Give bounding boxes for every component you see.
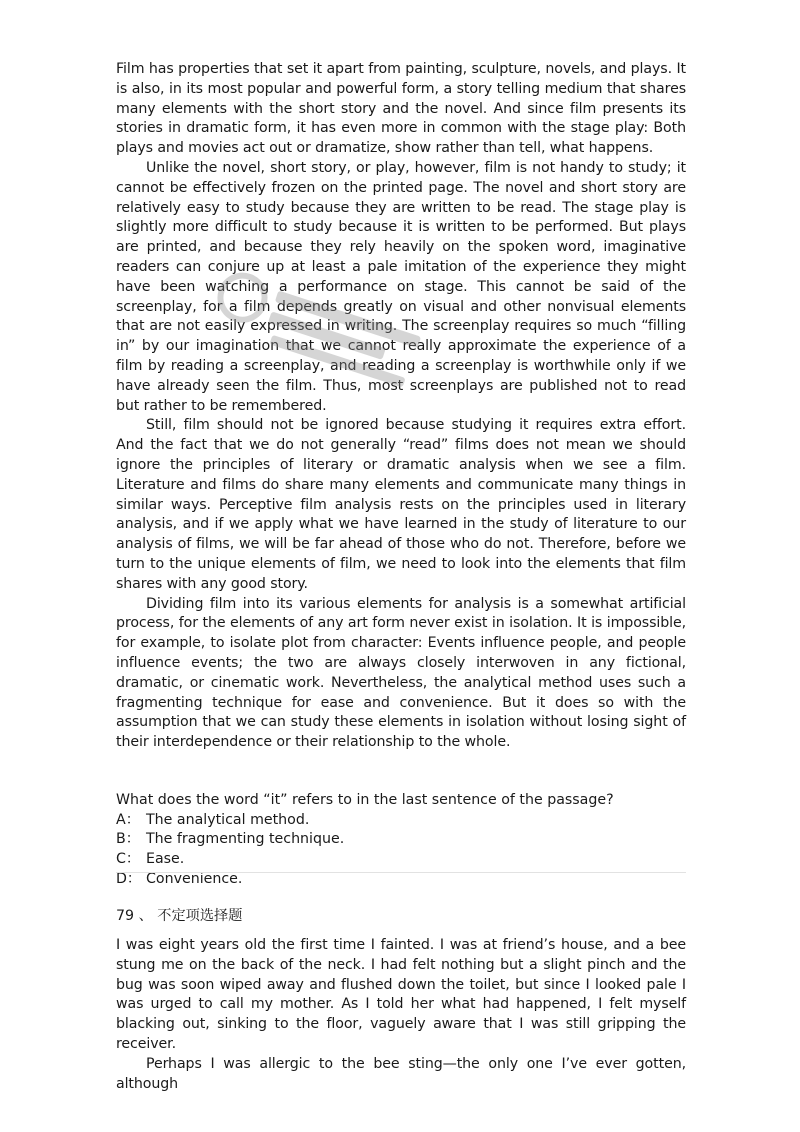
option-text: Ease. [146,851,185,868]
option-d[interactable] [116,870,686,890]
option-text: Convenience. [146,871,243,888]
answer-options [116,811,686,890]
option-key: D： [116,871,142,888]
section-divider [116,872,686,873]
option-text: The fragmenting technique. [146,831,345,848]
option-key: A： [116,811,140,828]
option-key: B： [116,831,140,848]
section-paragraph-2: Perhaps I was allergic to the bee sting—the only one I’ve ever gotten, although [116,1055,686,1092]
passage [116,60,686,890]
option-text: The analytical method. [146,811,310,828]
passage-paragraph-4: Dividing film into its various elements for analysis is a somewhat artificial process, for the elements of any art form never exist in isolation. It is impossible, for example, to isolate plot from character: Events influence people, and people influence events; the two are always closely interwoven in any fictional, dramatic, or cinematic work. Nevertheless, the analytical method uses such a fragmenting technique for ease and convenience. But it does so with the assumption that we can study these elements in isolation without losing sight of their interdependence or their relationship to the whole. [116,595,686,751]
passage-paragraph-3: Still, film should not be ignored because studying it requires extra effort. And the fact that we do not generally “read” films does not mean we should ignore the principles of literary or dramatic analysis when we see a film. Literature and films do share many elements and communicate many things in similar ways. Perceptive film analysis rests on the principles used in literary analysis, and if we apply what we have learned in the study of literature to our analysis of films, we will be far ahead of those who do not. Therefore, before we turn to the unique elements of film, we need to look into the elements that film shares with any good story. [116,417,686,592]
option-a[interactable] [116,811,686,831]
passage-paragraph-2: Unlike the novel, short story, or play, however, film is not handy to study; it cannot be effectively frozen on the printed page. The novel and short story are relatively easy to study because they are written to be read. The stage play is slightly more difficult to study because it is written to be performed. But plays are printed, and because they rely heavily on the spoken word, imaginative readers can conjure up at least a pale imitation of the experience they might have been watching a performance on stage. This cannot be said of the screenplay, for a film depends greatly on visual and other nonvisual elements that are not easily expressed in writing. The screenplay requires so much “filling in” by our imagination that we cannot really approximate the experience of a film by reading a screenplay, and reading a screenplay is worthwhile only if we have already seen the film. Thus, most screenplays are published not to read but rather to be remembered. [116,159,686,414]
option-key: C： [116,851,141,868]
question-header: 79 、 不定项选择题 [116,908,243,924]
next-question-section [116,906,686,1094]
question-text: What does the word “it” refers to in the last sentence of the passage? [116,791,614,808]
section-paragraph-1: I was eight years old the first time I fainted. I was at friend’s house, and a bee stung me on the back of the neck. I had felt nothing but a slight pinch and the bug was soon wiped away and flushed down the toilet, but since I looked pale I was urged to call my mother. As I told her what had happened, I felt myself blacking out, sinking to the floor, vaguely aware that I was still gripping the receiver. [116,937,686,1052]
passage-paragraph-1: Film has properties that set it apart from painting, sculpture, novels, and plays. It is also, in its most popular and powerful form, a story telling medium that shares many elements with the short story and the novel. And since film presents its stories in dramatic form, it has even more in common with the stage play: Both plays and movies act out or dramatize, show rather than tell, what happens. [116,61,686,157]
option-c[interactable] [116,850,686,870]
option-b[interactable] [116,830,686,850]
